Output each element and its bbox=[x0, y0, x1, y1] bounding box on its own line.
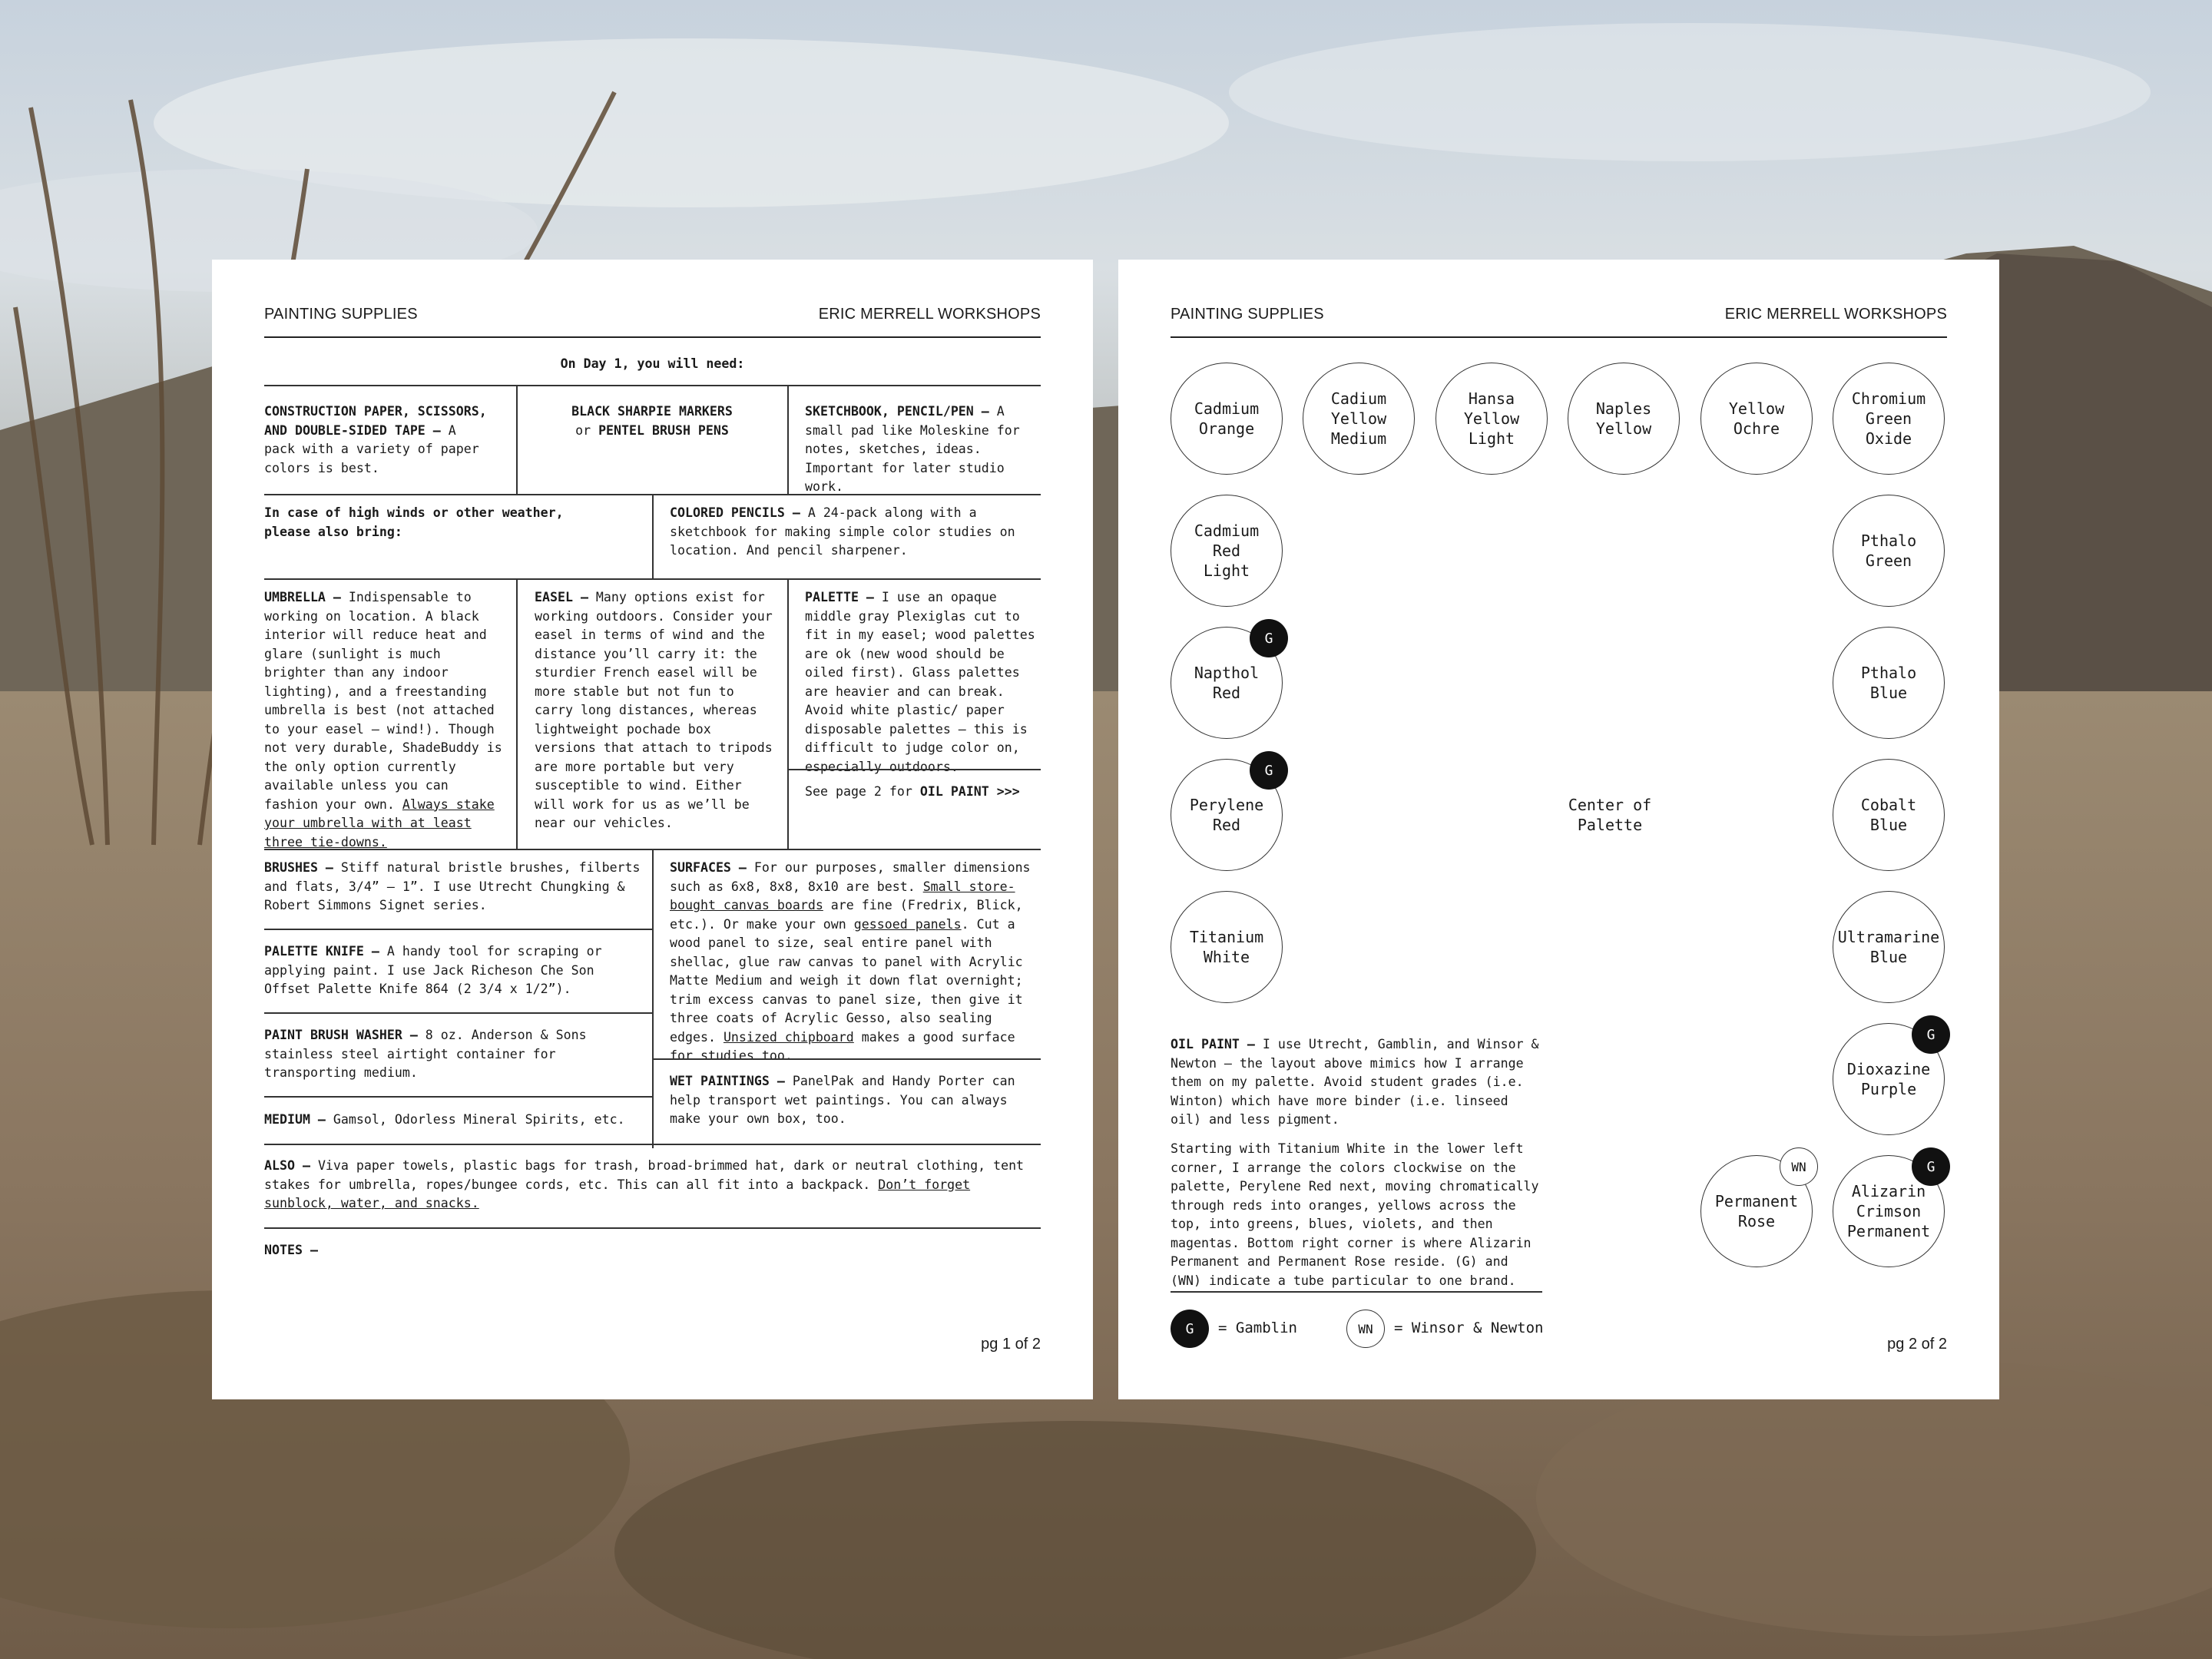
paint-perylene-red: Perylene Red bbox=[1171, 759, 1283, 871]
paint-cobalt-blue: Cobalt Blue bbox=[1833, 759, 1945, 871]
paint-alizarin-crimson-permanent: Alizarin Crimson Permanent bbox=[1833, 1155, 1945, 1267]
paint-cadium-yellow-medium: Cadium Yellow Medium bbox=[1303, 363, 1415, 475]
header-title: PAINTING SUPPLIES bbox=[264, 306, 418, 323]
winsor-newton-badge: WN bbox=[1780, 1147, 1818, 1186]
construction-item: CONSTRUCTION PAPER, SCISSORS, AND DOUBLE-SIDED TAPE – A pack with a variety of paper colors is best. bbox=[264, 404, 487, 475]
surfaces-item: SURFACES – For our purposes, smaller dimensions such as 6x8, 8x8, 8x10 are best. Small store-bought canvas boards are fine (Fredrix, Blick, etc.). Or make your own gessoed panels. Cut a wood panel to size, seal entire panel with shellac, glue raw canvas to panel with Acrylic Matte Medium and weigh it down flat overnight; trim excess canvas to panel size, then give it three coats of Acrylic Gesso, also sealing edges. Unsized chipboard makes a good surface for studies too. bbox=[670, 860, 1031, 1063]
also-item: ALSO – Viva paper towels, plastic bags for trash, broad-brimmed hat, dark or neutral clothing, tent stakes for umbrella, ropes/bungee cords, etc. This can all fit into a backpack. Don’t forget sunblock, water, and snacks. bbox=[264, 1158, 1025, 1210]
paint-hansa-yellow-light: Hansa Yellow Light bbox=[1435, 363, 1548, 475]
legend-gamblin-icon: G bbox=[1171, 1310, 1209, 1348]
palette-item: PALETTE – I use an opaque middle gray Plexiglas cut to fit in my easel; wood palettes are ok (new wood should be oiled first). Glass palettes are heavier and can break. Avoid white plastic/ paper disposable palettes – this is difficult to judge color on, especially outdoors. bbox=[805, 590, 1035, 774]
paint-dioxazine-purple: Dioxazine Purple bbox=[1833, 1023, 1945, 1135]
paint-pthalo-green: Pthalo Green bbox=[1833, 495, 1945, 607]
header-org: ERIC MERRELL WORKSHOPS bbox=[818, 306, 1041, 323]
legend-gamblin-label: = Gamblin bbox=[1218, 1320, 1297, 1336]
paint-chromium-green-oxide: Chromium Green Oxide bbox=[1833, 363, 1945, 475]
paint-cadmium-red-light: Cadmium Red Light bbox=[1171, 495, 1283, 607]
palette-knife-item: PALETTE KNIFE – A handy tool for scraping or applying paint. I use Jack Richeson Che Son Offset Palette Knife 864 (2 3/4 x 1/2”). bbox=[264, 944, 602, 996]
notes-label: NOTES – bbox=[264, 1243, 318, 1257]
page-number: pg 1 of 2 bbox=[981, 1336, 1041, 1353]
gamblin-badge: G bbox=[1250, 619, 1288, 657]
medium-item: MEDIUM – Gamsol, Odorless Mineral Spirits, etc. bbox=[264, 1112, 625, 1127]
gamblin-badge: G bbox=[1250, 751, 1288, 790]
paint-permanent-rose: Permanent Rose bbox=[1700, 1155, 1813, 1267]
paint-pthalo-blue: Pthalo Blue bbox=[1833, 627, 1945, 739]
oil-paint-note: OIL PAINT – I use Utrecht, Gamblin, and Winsor & Newton – the layout above mimics how I arrange them on my palette. Avoid student grades (i.e. Winton) which have more binder (i.e. linseed oil) and less pigment. bbox=[1171, 1037, 1539, 1127]
legend-winsor-newton-icon: WN bbox=[1346, 1310, 1385, 1348]
gamblin-badge: G bbox=[1912, 1147, 1950, 1186]
day1-heading: On Day 1, you will need: bbox=[560, 356, 745, 371]
paint-titanium-white: Titanium White bbox=[1171, 891, 1283, 1003]
page-number: pg 2 of 2 bbox=[1887, 1336, 1947, 1353]
umbrella-item: UMBRELLA – Indispensable to working on location. A black interior will reduce heat and glare (sunlight is much brighter than any indoor lighting), and a freestanding umbrella is best (not attached to your easel – wind!). Though not very durable, ShadeBuddy is the only option currently available unless you can fashion your own. Always stake your umbrella with at least three tie-downs. bbox=[264, 590, 502, 849]
paint-napthol-red: Napthol Red bbox=[1171, 627, 1283, 739]
paint-naples-yellow: Naples Yellow bbox=[1568, 363, 1680, 475]
supplies-page-2 bbox=[1118, 260, 1999, 1399]
page-header bbox=[264, 306, 1041, 338]
weather-note: In case of high winds or other weather, please also bring: bbox=[264, 505, 564, 539]
header-org: ERIC MERRELL WORKSHOPS bbox=[1724, 306, 1947, 323]
colored-pencils-item: COLORED PENCILS – A 24-pack along with a sketchbook for making simple color studies on location. And pencil sharpener. bbox=[670, 505, 1015, 558]
supplies-page-1 bbox=[212, 260, 1093, 1399]
palette-center-label: Center of Palette bbox=[1568, 796, 1652, 834]
paint-ultramarine-blue: Ultramarine Blue bbox=[1833, 891, 1945, 1003]
brush-washer-item: PAINT BRUSH WASHER – 8 oz. Anderson & Sons stainless steel airtight container for transporting medium. bbox=[264, 1028, 587, 1080]
arrangement-note: Starting with Titanium White in the lower left corner, I arrange the colors clockwise on the palette, Perylene Red next, moving chromatically through reds into oranges, yellows across the top, into greens, blues, violets, and then magentas. Bottom right corner is where Alizarin Permanent and Permanent Rose reside. (G) and (WN) indicate a tube particular to one brand. bbox=[1171, 1141, 1539, 1288]
wet-paintings-item: WET PAINTINGS – PanelPak and Handy Porter can help transport wet paintings. You can always make your own box, too. bbox=[670, 1074, 1015, 1126]
gamblin-badge: G bbox=[1912, 1015, 1950, 1054]
legend-winsor-newton-label: = Winsor & Newton bbox=[1394, 1320, 1544, 1336]
paint-yellow-ochre: Yellow Ochre bbox=[1700, 363, 1813, 475]
easel-item: EASEL – Many options exist for working outdoors. Consider your easel in terms of wind and the distance you’ll carry it: the sturdier French easel will be more stable but not fun to carry long distances, whereas lightweight pochade box versions that attach to tripods are more portable but very susceptible to wind. Either will work for us as we’ll be near our vehicles. bbox=[535, 590, 773, 830]
page-header bbox=[1171, 306, 1947, 338]
see-page-2-link[interactable]: See page 2 for OIL PAINT >>> bbox=[805, 784, 1020, 799]
header-title: PAINTING SUPPLIES bbox=[1171, 306, 1324, 323]
sharpie-item: BLACK SHARPIE MARKERS or PENTEL BRUSH PENS bbox=[571, 404, 733, 438]
brushes-item: BRUSHES – Stiff natural bristle brushes, filberts and flats, 3/4” – 1”. I use Utrecht Chungking & Robert Simmons Signet series. bbox=[264, 860, 641, 912]
paint-cadmium-orange: Cadmium Orange bbox=[1171, 363, 1283, 475]
sketchbook-item: SKETCHBOOK, PENCIL/PEN – A small pad like Moleskine for notes, sketches, ideas. Important for later studio work. bbox=[805, 404, 1020, 494]
